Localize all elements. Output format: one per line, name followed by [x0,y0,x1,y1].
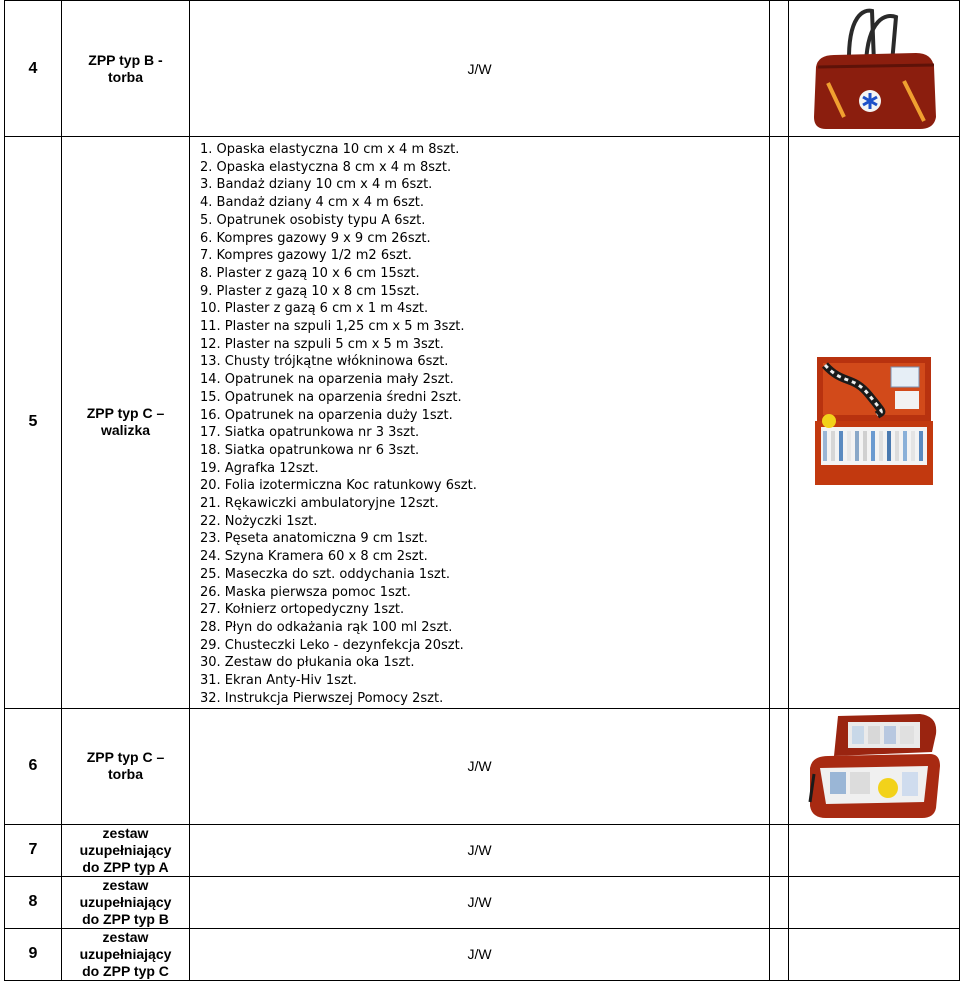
product-name [62,928,190,980]
name-line: uzupełniający [79,841,172,858]
list-item: 20. Folia izotermiczna Koc ratunkowy 6szt. [200,478,477,494]
list-item: 12. Plaster na szpuli 5 cm x 5 m 3szt. [200,336,444,352]
list-item: 5. Opatrunek osobisty typu A 6szt. [200,212,426,228]
list-item: 17. Siatka opatrunkowa nr 3 3szt. [200,425,420,441]
product-name [62,1,190,137]
description: J/W [190,876,770,928]
list-item: 23. Pęseta anatomiczna 9 cm 1szt. [200,531,428,547]
description: J/W [190,1,770,137]
name-line: ZPP typ B - [88,51,163,68]
table-row [5,708,960,824]
red-bag-icon [804,5,944,133]
spacer-cell [770,876,789,928]
list-item: 15. Opatrunek na oparzenia średni 2szt. [200,389,462,405]
table-row [5,1,960,137]
name-line: ZPP typ C – [86,749,165,765]
product-image-cell [789,1,960,137]
list-item: 29. Chusteczki Leko - dezynfekcja 20szt. [200,637,464,653]
spacer-cell [770,137,789,709]
list-item: 14. Opatrunek na oparzenia mały 2szt. [200,372,454,388]
name-line: walizka [100,422,151,439]
product-image-cell [789,708,960,824]
description: J/W [190,928,770,980]
list-item: 16. Opatrunek na oparzenia duży 1szt. [200,407,453,423]
table-row [5,137,960,709]
list-item: 30. Zestaw do płukania oka 1szt. [200,655,415,671]
equipment-table [4,0,960,981]
list-item: 21. Rękawiczki ambulatoryjne 12szt. [200,496,439,512]
open-case-icon [813,355,935,489]
description: J/W [190,708,770,824]
row-number: 9 [5,928,62,980]
list-item: 13. Chusty trójkątne włókninowa 6szt. [200,354,449,370]
list-item: 28. Płyn do odkażania rąk 100 ml 2szt. [200,619,453,635]
table-row [5,824,960,876]
list-item: 3. Bandaż dziany 10 cm x 4 m 6szt. [200,177,433,193]
list-item: 7. Kompres gazowy 1/2 m2 6szt. [200,248,412,264]
description: J/W [190,824,770,876]
list-item: 19. Agrafka 12szt. [200,460,319,476]
row-number: 6 [5,708,62,824]
table-row [5,876,960,928]
row-number: 5 [5,137,62,709]
name-line: ZPP typ C – [86,405,165,422]
list-item: 32. Instrukcja Pierwszej Pomocy 2szt. [200,690,444,706]
list-item: 10. Plaster z gazą 6 cm x 1 m 4szt. [200,301,429,317]
product-name [62,824,190,876]
row-number: 7 [5,824,62,876]
row-number: 4 [5,1,62,137]
empty-image-cell [789,928,960,980]
list-item: 1. Opaska elastyczna 10 cm x 4 m 8szt. [200,142,460,157]
list-item: 4. Bandaż dziany 4 cm x 4 m 6szt. [200,195,425,211]
name-line: uzupełniający [79,893,172,910]
name-line: zestaw [102,824,149,841]
spacer-cell [770,1,789,137]
list-item: 26. Maska pierwsza pomoc 1szt. [200,584,411,600]
table-row [5,928,960,980]
spacer-cell [770,928,789,980]
product-name [62,137,190,709]
list-item: 25. Maseczka do szt. oddychania 1szt. [200,566,450,582]
list-item: 8. Plaster z gazą 10 x 6 cm 15szt. [200,265,420,281]
list-item: 22. Nożyczki 1szt. [200,513,318,529]
list-item: 9. Plaster z gazą 10 x 8 cm 15szt. [200,283,420,299]
spacer-cell [770,708,789,824]
list-item: 27. Kołnierz ortopedyczny 1szt. [200,602,405,618]
name-line: do ZPP typ C [82,962,169,979]
name-line: do ZPP typ A [82,858,169,875]
name-line: torba [108,68,143,85]
name-line: uzupełniający [79,945,172,962]
name-line: zestaw [102,928,149,945]
list-item: 6. Kompres gazowy 9 x 9 cm 26szt. [200,230,431,246]
name-line: do ZPP typ B [82,910,169,927]
empty-image-cell [789,876,960,928]
row-number: 8 [5,876,62,928]
description [190,137,770,709]
product-image-cell [789,137,960,709]
product-name [62,708,190,824]
name-line: torba [108,766,143,782]
name-line: zestaw [102,876,149,893]
spacer-cell [770,824,789,876]
list-item: 24. Szyna Kramera 60 x 8 cm 2szt. [200,549,428,565]
contents-list [190,137,769,708]
open-bag-icon [804,712,944,820]
empty-image-cell [789,824,960,876]
list-item: 31. Ekran Anty-Hiv 1szt. [200,673,357,689]
list-item: 2. Opaska elastyczna 8 cm x 4 m 8szt. [200,159,452,175]
list-item: 18. Siatka opatrunkowa nr 6 3szt. [200,442,420,458]
list-item: 11. Plaster na szpuli 1,25 cm x 5 m 3szt. [200,319,465,335]
product-name [62,876,190,928]
